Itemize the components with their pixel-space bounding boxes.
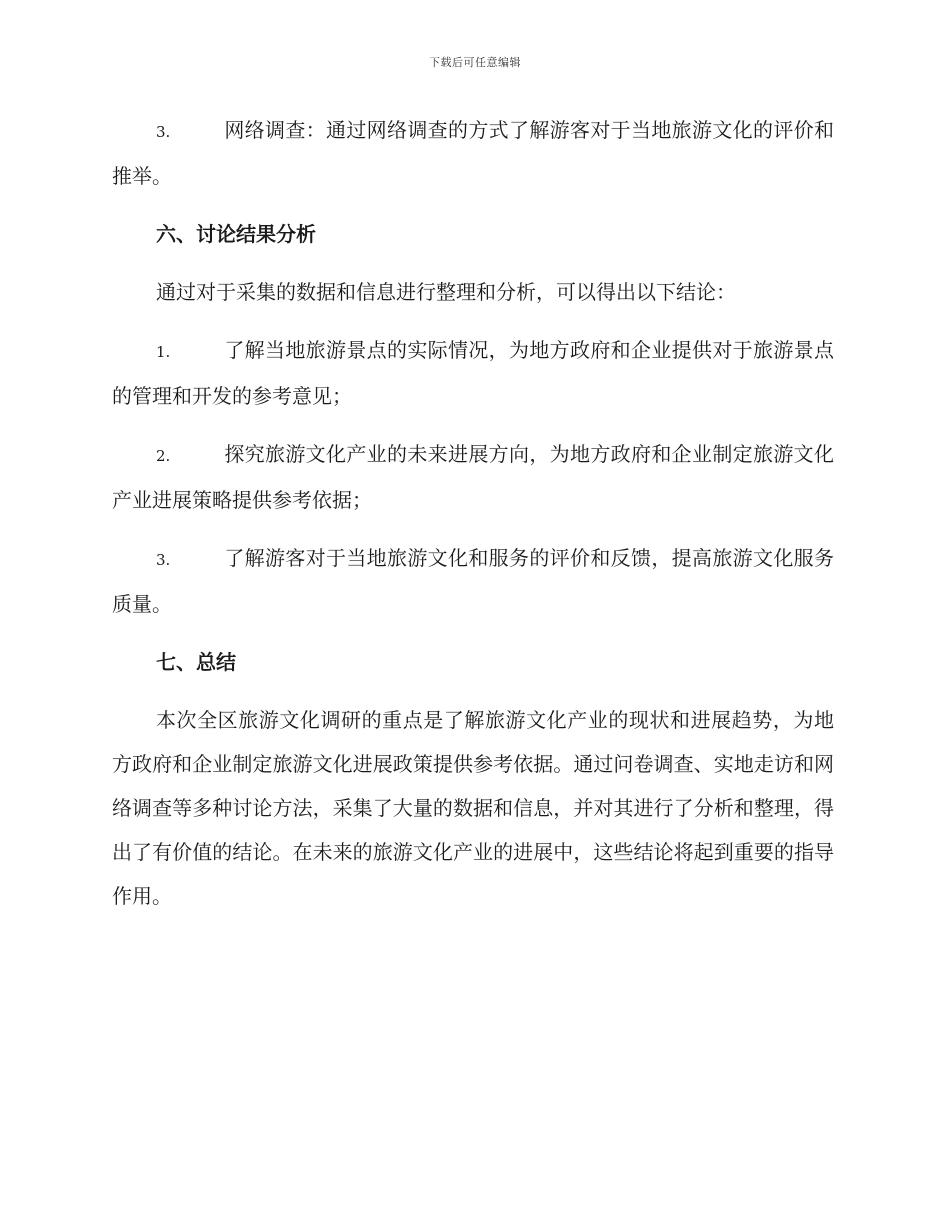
list-text: 了解当地旅游景点的实际情况，为地方政府和企业提供对于旅游景点的管理和开发的参考意见； [112,338,834,408]
section-heading-6: 六、讨论结果分析 [156,222,316,246]
list-text: 网络调查：通过网络调查的方式了解游客对于当地旅游文化的评价和推举。 [112,118,834,188]
conclusion-item-1 [112,328,834,418]
intro-paragraph: 通过对于采集的数据和信息进行整理和分析，可以得出以下结论： [156,280,736,304]
list-number: 2. [156,447,171,465]
list-text: 了解游客对于当地旅游文化和服务的评价和反馈，提高旅游文化服务质量。 [112,546,834,616]
list-number: 3. [156,123,171,141]
conclusion-item-3 [112,536,834,626]
list-number: 1. [156,343,171,361]
page-header: 下载后可任意编辑 [429,56,521,69]
summary-paragraph: 本次全区旅游文化调研的重点是了解旅游文化产业的现状和进展趋势，为地方政府和企业制定旅游文化进展政策提供参考依据。通过问卷调查、实地走访和网络调查等多种讨论方法，采集了大量的数据和信息，并对其进行了分析和整理，得出了有价值的结论。在未来的旅游文化产业的进展中，这些结论将起到重要的指导作用。 [112,708,834,908]
list-text: 探究旅游文化产业的未来进展方向，为地方政府和企业制定旅游文化产业进展策略提供参考依据； [112,442,834,512]
method-item-3 [112,108,834,198]
conclusion-item-2 [112,432,834,522]
section-heading-7: 七、总结 [156,650,236,674]
list-number: 3. [156,551,171,569]
document-body [112,108,834,932]
